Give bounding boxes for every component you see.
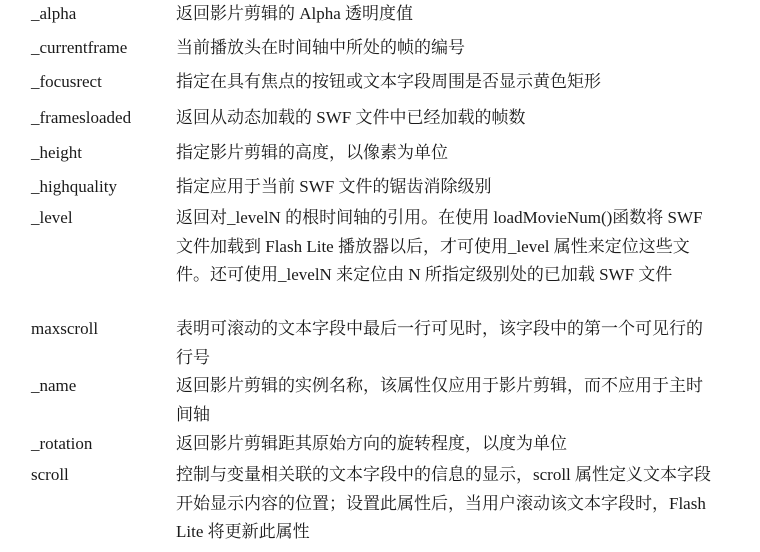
property-description: 返回影片剪辑距其原始方向的旋转程度，以度为单位 xyxy=(176,434,567,453)
property-name: _rotation xyxy=(31,434,93,453)
property-name: _level xyxy=(31,208,73,227)
property-description: 指定影片剪辑的高度，以像素为单位 xyxy=(176,143,448,162)
property-name: _focusrect xyxy=(31,72,102,91)
property-name: _framesloaded xyxy=(31,108,132,127)
property-description: 返回影片剪辑的实例名称，该属性仅应用于影片剪辑，而不应用于主时间轴 xyxy=(176,376,703,424)
property-description: 当前播放头在时间轴中所处的帧的编号 xyxy=(176,38,465,57)
property-name: _height xyxy=(31,143,82,162)
property-description: 控制与变量相关联的文本字段中的信息的显示，scroll 属性定义文本字段开始显示内容的位置；设置此属性后，当用户滚动该文本字段时，Flash Lite 将更新此属性 xyxy=(176,465,712,541)
property-description: 返回从动态加载的 SWF 文件中已经加载的帧数 xyxy=(176,108,526,127)
property-name: maxscroll xyxy=(31,319,99,338)
property-description: 指定应用于当前 SWF 文件的锯齿消除级别 xyxy=(176,177,492,196)
property-name: _highquality xyxy=(31,177,117,196)
property-name: _alpha xyxy=(31,4,77,23)
property-description: 返回对_levelN 的根时间轴的引用。在使用 loadMovieNum()函数将 SWF 文件加载到 Flash Lite 播放器以后，才可使用_level 属性来定位这些文件。还可使用_levelN 来定位由 N 所指定级别处的已加载 SWF 文件 xyxy=(176,208,703,284)
property-name: _name xyxy=(31,376,77,395)
property-name: scroll xyxy=(31,465,69,484)
property-description: 指定在具有焦点的按钮或文本字段周围是否显示黄色矩形 xyxy=(176,72,601,91)
property-name: _currentframe xyxy=(31,38,128,57)
property-description: 表明可滚动的文本字段中最后一行可见时，该字段中的第一个可见行的行号 xyxy=(176,319,703,367)
property-description: 返回影片剪辑的 Alpha 透明度值 xyxy=(176,4,414,23)
